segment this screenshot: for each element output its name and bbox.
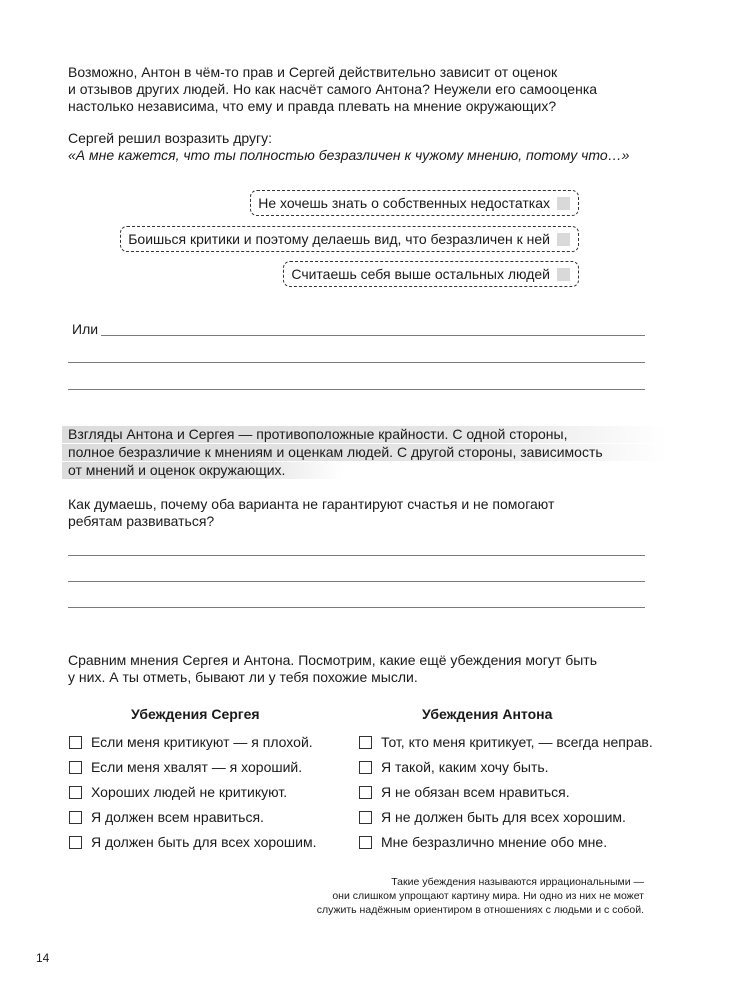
reply-quote: «А мне кажется, что ты полностью безразличен к чужому мнению, потому что…» [68,147,630,163]
checkbox[interactable] [69,761,82,774]
option-3[interactable] [283,261,579,287]
checkbox-square-icon[interactable] [557,197,570,210]
option-label: Считаешь себя выше остальных людей [291,266,550,282]
checkbox-square-icon[interactable] [557,268,570,281]
answer-line[interactable] [68,581,645,582]
option-label: Боишься критики и поэтому делаешь вид, что безразличен к ней [128,231,550,247]
answer-line[interactable] [68,555,645,556]
reply-lead: Сергей решил возразить другу: [68,130,273,146]
anton-beliefs-title: Убеждения Антона [422,706,553,722]
anton-belief-item[interactable]: Мне безразлично мнение обо мне. [359,834,607,850]
answer-line[interactable] [101,335,645,336]
anton-belief-item[interactable]: Тот, кто меня критикует, — всегда неправ. [359,734,653,750]
highlight-line: полное безразличие к мнениям и оценкам людей. С другой стороны, зависимость [62,444,666,461]
question-line: Как думаешь, почему оба варианта не гарантируют счастья и не помогают [68,496,555,512]
option-label: Не хочешь знать о собственных недостатках [258,195,550,211]
checkbox-square-icon[interactable] [557,233,570,246]
highlight-paragraph [62,426,666,480]
checkbox[interactable] [69,811,82,824]
intro-paragraph [68,64,597,115]
checkbox[interactable] [69,736,82,749]
checkbox[interactable] [69,836,82,849]
intro-line: настолько независима, что ему и правда плевать на мнение окружающих? [68,98,557,114]
answer-line[interactable] [68,389,645,390]
page-number: 14 [36,951,50,965]
footnote [284,875,644,917]
checkbox[interactable] [359,736,372,749]
compare-line: Сравним мнения Сергея и Антона. Посмотрим, какие ещё убеждения могут быть [68,652,597,668]
sergey-belief-item[interactable]: Хороших людей не критикуют. [69,784,287,800]
compare-paragraph [68,652,597,686]
checkbox[interactable] [359,811,372,824]
compare-line: у них. А ты отметь, бывают ли у тебя похожие мысли. [68,669,418,685]
highlight-line: Взгляды Антона и Сергея — противоположные крайности. С одной стороны, [62,426,666,443]
question-line: ребятам развиваться? [68,513,215,529]
intro-line: Возможно, Антон в чём-то прав и Сергей действительно зависит от оценок [68,64,558,80]
anton-belief-item[interactable]: Я не обязан всем нравиться. [359,784,570,800]
highlight-line: от мнений и оценок окружающих. [62,462,344,479]
sergey-belief-item[interactable]: Если меня критикуют — я плохой. [69,734,313,750]
footnote-line: они слишком упрощают картину мира. Ни одно из них не может [332,890,644,902]
sergey-belief-item[interactable]: Я должен быть для всех хорошим. [69,834,317,850]
option-2[interactable] [120,226,579,252]
checkbox[interactable] [359,761,372,774]
answer-line[interactable] [68,362,645,363]
sergey-belief-item[interactable]: Я должен всем нравиться. [69,809,264,825]
sergey-belief-item[interactable]: Если меня хвалят — я хороший. [69,759,302,775]
checkbox[interactable] [359,786,372,799]
reply-block [68,130,629,164]
footnote-line: Такие убеждения называются иррациональными — [391,876,644,888]
checkbox[interactable] [69,786,82,799]
sergey-beliefs-title: Убеждения Сергея [131,706,260,722]
answer-line[interactable] [68,607,645,608]
question-paragraph [68,496,554,530]
option-1[interactable] [250,190,579,216]
intro-line: и отзывов других людей. Но как насчёт самого Антона? Неужели его самооценка [68,81,598,97]
checkbox[interactable] [359,836,372,849]
anton-belief-item[interactable]: Я не должен быть для всех хорошим. [359,809,626,825]
anton-belief-item[interactable]: Я такой, каким хочу быть. [359,759,549,775]
or-label: Или [72,321,99,337]
footnote-line: служить надёжным ориентиром в отношениях с людьми и с собой. [316,904,644,916]
